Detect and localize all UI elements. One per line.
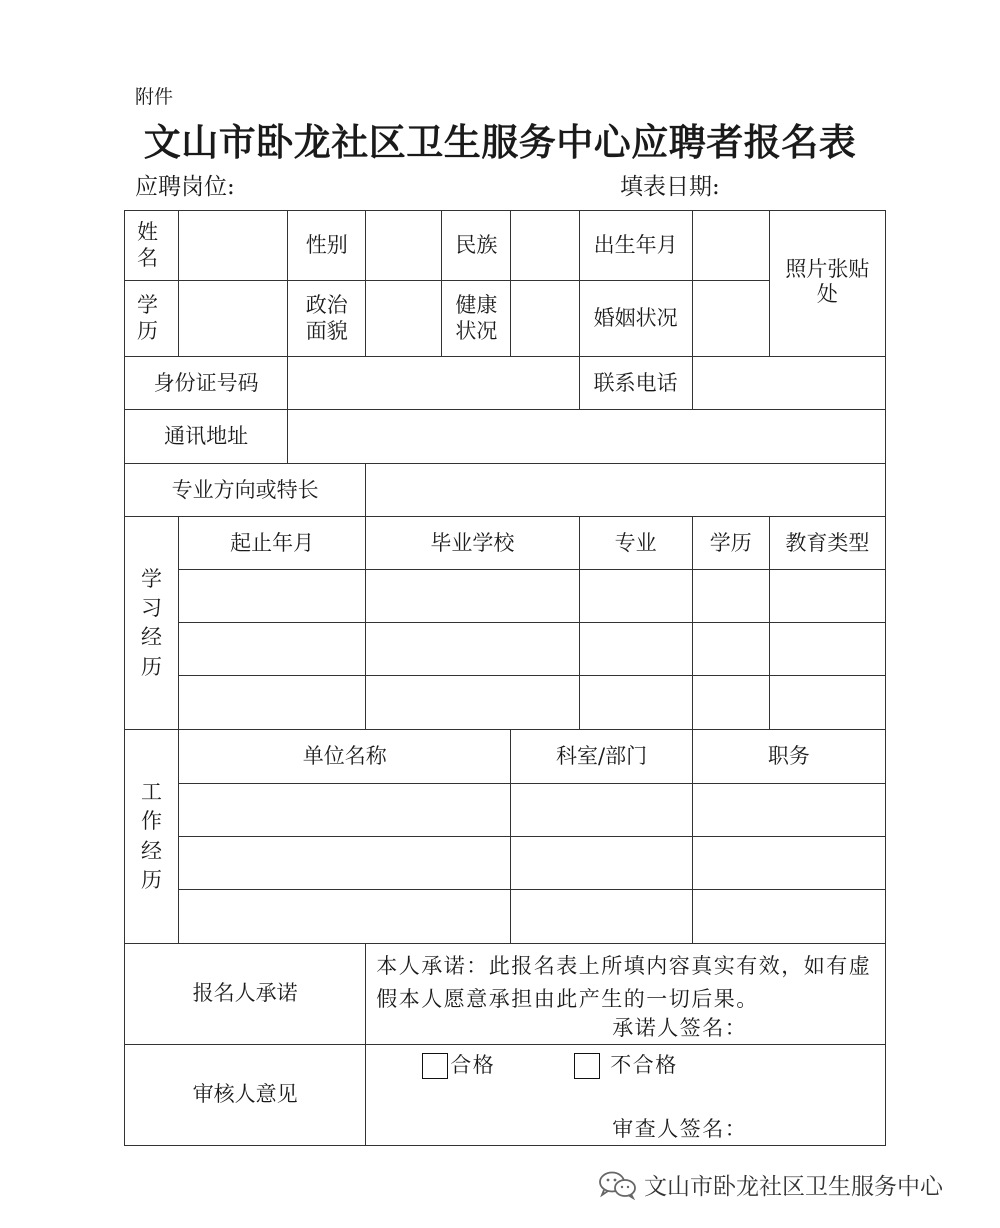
pledge-label: 报名人承诺 [125,943,366,1044]
review-signature[interactable]: 审查人签名： [612,1116,748,1141]
registration-form [124,210,886,1146]
work-col-position: 职务 [692,730,885,783]
study-cell[interactable] [366,676,579,730]
birth-field[interactable] [692,211,769,281]
health-label: 健康状况 [442,281,511,357]
work-cell[interactable] [179,783,511,836]
marital-field[interactable] [692,281,769,357]
fail-label: 不合格 [610,1053,678,1078]
pass-checkbox[interactable] [422,1053,495,1079]
work-cell[interactable] [692,836,885,889]
work-col-unit: 单位名称 [179,730,511,783]
study-cell[interactable] [769,623,885,676]
ethnicity-field[interactable] [511,211,579,281]
study-col-major: 专业 [579,517,692,570]
wechat-icon [598,1170,638,1200]
work-cell[interactable] [179,836,511,889]
date-label: 填表日期: [620,174,720,200]
position-label: 应聘岗位: [135,174,235,200]
study-cell[interactable] [579,623,692,676]
study-cell[interactable] [692,676,769,730]
birth-label: 出生年月 [579,211,692,281]
fail-checkbox[interactable] [574,1053,678,1079]
ethnicity-label: 民族 [442,211,511,281]
review-cell [366,1044,886,1145]
study-cell[interactable] [366,570,579,623]
study-cell[interactable] [579,676,692,730]
pledge-signature[interactable]: 承诺人签名： [612,1015,748,1040]
phone-label: 联系电话 [579,357,692,410]
pledge-cell [366,943,886,1044]
photo-label: 照片张贴处 [785,257,870,307]
review-label: 审核人意见 [125,1044,366,1145]
specialty-label: 专业方向或特长 [125,464,366,517]
specialty-field[interactable] [366,464,886,517]
study-cell[interactable] [769,570,885,623]
watermark-text: 文山市卧龙社区卫生服务中心 [644,1174,943,1200]
education-field[interactable] [179,281,288,357]
study-cell[interactable] [579,570,692,623]
checkbox-icon[interactable] [422,1053,448,1079]
work-cell[interactable] [692,889,885,943]
study-cell[interactable] [366,623,579,676]
name-label: 姓名 [125,211,179,281]
work-cell[interactable] [179,889,511,943]
attachment-label: 附件 [135,86,174,108]
id-number-label: 身份证号码 [125,357,288,410]
political-field[interactable] [366,281,442,357]
study-cell[interactable] [179,623,366,676]
study-section-label: 学习经历 [125,517,179,730]
gender-field[interactable] [366,211,442,281]
name-field[interactable] [179,211,288,281]
study-cell[interactable] [179,676,366,730]
form-title: 文山市卧龙社区卫生服务中心应聘者报名表 [143,120,857,164]
work-cell[interactable] [511,889,692,943]
pass-label: 合格 [450,1053,496,1078]
id-number-field[interactable] [288,357,579,410]
gender-label: 性别 [288,211,366,281]
photo-area[interactable] [769,211,885,357]
work-cell[interactable] [511,836,692,889]
phone-field[interactable] [692,357,885,410]
work-section-label: 工作经历 [125,730,179,943]
address-field[interactable] [288,410,886,464]
study-col-type: 教育类型 [769,517,885,570]
study-cell[interactable] [692,570,769,623]
health-field[interactable] [511,281,579,357]
study-cell[interactable] [179,570,366,623]
study-col-school: 毕业学校 [366,517,579,570]
study-cell[interactable] [769,676,885,730]
study-cell[interactable] [692,623,769,676]
checkbox-icon[interactable] [574,1053,600,1079]
marital-label: 婚姻状况 [579,281,692,357]
study-col-degree: 学历 [692,517,769,570]
watermark [598,1168,943,1201]
work-col-department: 科室/部门 [511,730,692,783]
work-cell[interactable] [692,783,885,836]
address-label: 通讯地址 [125,410,288,464]
work-cell[interactable] [511,783,692,836]
pledge-text: 本人承诺：此报名表上所填内容真实有效，如有虚假本人愿意承担由此产生的一切后果。 [376,953,872,1011]
study-col-period: 起止年月 [179,517,366,570]
political-label: 政治面貌 [288,281,366,357]
education-label: 学历 [125,281,179,357]
